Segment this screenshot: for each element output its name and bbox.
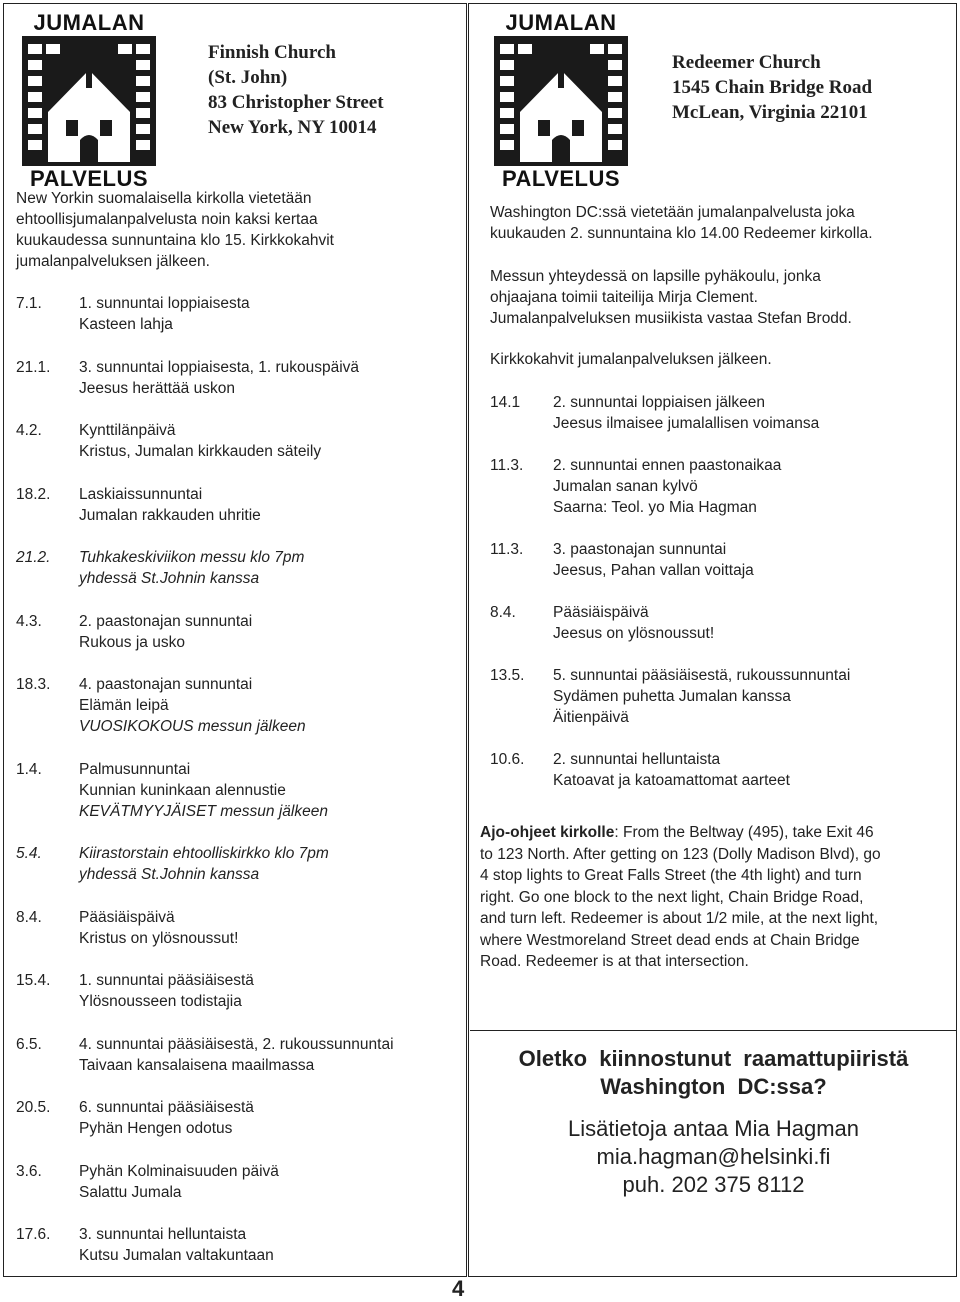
driving-directions: [480, 822, 881, 973]
schedule-line: yhdessä St.Johnin kanssa: [79, 570, 260, 587]
finnish-church-intro: [16, 188, 334, 272]
schedule-text: [79, 1034, 394, 1076]
schedule-line: Pyhän Kolminaisuuden päivä: [79, 1162, 279, 1180]
intro-line: Jumalanpalveluksen musiikista vastaa Stefan Brodd.: [490, 310, 852, 327]
schedule-date: 10.6.: [490, 751, 525, 768]
schedule-line: 4. sunnuntai pääsiäisestä, 2. rukoussunnuntai: [79, 1035, 394, 1053]
schedule-date: 11.3.: [490, 541, 524, 558]
study-question: Oletko kiinnostunut raamattupiiristä: [518, 1046, 909, 1071]
schedule-line: Kasteen lahja: [79, 316, 173, 333]
schedule-date: 4.2.: [16, 422, 42, 439]
intro-line: New Yorkin suomalaisella kirkolla vietetään: [16, 190, 312, 207]
church-city: New York, NY 10014: [208, 117, 377, 138]
schedule-line: Kiirastorstain ehtoolliskirkko klo 7pm: [79, 845, 329, 862]
schedule-text: [553, 455, 781, 518]
schedule-text: [553, 392, 819, 434]
schedule-text: [79, 1097, 254, 1139]
schedule-line: Jeesus herättää uskon: [79, 379, 235, 397]
church-parish: (St. John): [208, 67, 288, 88]
schedule-line: Kunnian kuninkaan alennustie: [79, 781, 286, 799]
church-city: McLean, Virginia 22101: [672, 102, 868, 123]
schedule-line: Kutsu Jumalan valtakuntaan: [79, 1247, 274, 1264]
schedule-text: [553, 665, 850, 728]
schedule-line: Jumalan sanan kylvö: [553, 478, 698, 495]
schedule-text: [79, 970, 254, 1012]
schedule-text: [553, 539, 754, 581]
schedule-date: 11.3.: [490, 457, 524, 474]
schedule-date: 4.3.: [16, 612, 42, 630]
intro-line: jumalanpalveluksen jälkeen.: [16, 253, 210, 270]
schedule-line: 2. sunnuntai ennen paastonaikaa: [553, 457, 782, 474]
schedule-text: [79, 611, 252, 653]
schedule-line: 2. paastonajan sunnuntai: [79, 612, 253, 630]
schedule-line: Pääsiäispäivä: [79, 908, 175, 926]
church-icon: [494, 36, 628, 166]
logo-bottom-text: PALVELUS: [29, 166, 149, 191]
intro-line: Washington DC:ssä vietetään jumalanpalvelusta joka: [490, 204, 855, 221]
directions-line: 4 stop lights to Great Falls Street (the 4th light) and turn: [480, 867, 862, 884]
schedule-text: [79, 907, 238, 949]
schedule-line: Kristus, Jumalan kirkkauden säteily: [79, 443, 322, 460]
section-divider: [470, 1030, 957, 1031]
schedule-line: Laskiaissunnuntai: [79, 485, 203, 503]
page-number: 4: [452, 1276, 465, 1301]
directions-line: right. Go one block to the next light, Chain Bridge Road,: [480, 888, 864, 906]
schedule-line: Tuhkakeskiviikon messu klo 7pm: [79, 549, 305, 566]
intro-line: ehtoollisjumalanpalvelusta noin kaksi kertaa: [16, 211, 318, 228]
schedule-line: 1. sunnuntai loppiaisesta: [79, 295, 250, 312]
intro-line: ohjaajana toimii taiteilija Mirja Clement.: [490, 289, 758, 306]
schedule-line: Palmusunnuntai: [79, 760, 191, 778]
schedule-date: 18.3.: [16, 676, 51, 693]
church-icon: [22, 36, 156, 166]
bible-study-notice: [470, 1045, 957, 1199]
schedule-line: 5. sunnuntai pääsiäisestä, rukoussunnuntai: [553, 667, 851, 684]
logo-top-text: JUMALAN: [505, 10, 617, 35]
schedule-line: 1. sunnuntai pääsiäisestä: [79, 972, 254, 989]
intro-line: kuukauden 2. sunnuntaina klo 14.00 Redeemer kirkolla.: [490, 225, 873, 242]
schedule-text: [79, 1224, 274, 1266]
schedule-text: [79, 547, 304, 589]
schedule-line: 2. sunnuntai helluntaista: [553, 751, 721, 768]
schedule-text: [79, 1161, 279, 1203]
schedule-text: [79, 759, 328, 822]
schedule-date: 3.6.: [16, 1162, 42, 1180]
schedule-line: Jumalan rakkauden uhritie: [79, 506, 261, 524]
schedule-line: yhdessä St.Johnin kanssa: [79, 866, 260, 883]
directions-line: and turn left. Redeemer is about 1/2 mile, at the next light,: [480, 910, 879, 927]
study-question: Washington DC:ssa?: [600, 1074, 827, 1099]
schedule-line: Salattu Jumala: [79, 1183, 182, 1201]
logo-bottom-text: PALVELUS: [501, 166, 621, 191]
schedule-text: [79, 293, 250, 335]
church-street: 1545 Chain Bridge Road: [672, 77, 873, 98]
schedule-date: 21.1.: [16, 358, 51, 376]
schedule-line: Sydämen puhetta Jumalan kanssa: [553, 688, 791, 705]
schedule-text: [79, 484, 261, 526]
finnish-church-address: [208, 40, 384, 140]
schedule-line: VUOSIKOKOUS messun jälkeen: [79, 718, 306, 735]
schedule-line: 2. sunnuntai loppiaisen jälkeen: [553, 394, 765, 411]
schedule-line: Jeesus ilmaisee jumalallisen voimansa: [553, 415, 820, 432]
schedule-line: 3. sunnuntai helluntaista: [79, 1226, 247, 1243]
schedule-text: [553, 602, 714, 644]
schedule-line: Ylösnousseen todistajia: [79, 993, 242, 1010]
study-contact-phone: puh. 202 375 8112: [622, 1172, 805, 1197]
schedule-line: Saarna: Teol. yo Mia Hagman: [553, 499, 757, 516]
schedule-line: Kynttilänpäivä: [79, 422, 176, 439]
schedule-line: Pääsiäispäivä: [553, 604, 649, 621]
schedule-line: Taivaan kansalaisena maailmassa: [79, 1056, 315, 1074]
schedule-date: 17.6.: [16, 1226, 51, 1243]
schedule-line: Pyhän Hengen odotus: [79, 1120, 233, 1137]
church-name: Redeemer Church: [672, 52, 821, 73]
redeemer-intro: [490, 202, 873, 370]
schedule-text: [79, 674, 306, 737]
schedule-line: Jeesus on ylösnoussut!: [553, 625, 715, 642]
schedule-date: 1.4.: [16, 760, 42, 778]
schedule-date: 14.1: [490, 394, 521, 411]
logo-top-text: JUMALAN: [33, 10, 145, 35]
schedule-text: [79, 357, 359, 399]
directions-line: : From the Beltway (495), take Exit 46: [614, 824, 874, 841]
schedule-line: Elämän leipä: [79, 697, 169, 714]
study-contact-name: Lisätietoja antaa Mia Hagman: [567, 1116, 860, 1141]
intro-line: Kirkkokahvit jumalanpalveluksen jälkeen.: [490, 351, 772, 368]
study-contact-email[interactable]: mia.hagman@helsinki.fi: [596, 1144, 831, 1169]
schedule-date: 7.1.: [16, 295, 42, 312]
jumalan-palvelus-logo-right: [486, 10, 636, 190]
schedule-line: Kristus on ylösnoussut!: [79, 929, 239, 947]
schedule-date: 8.4.: [490, 604, 516, 621]
schedule-date: 8.4.: [16, 908, 42, 926]
schedule-text: [553, 749, 790, 791]
church-name: Finnish Church: [208, 42, 336, 63]
schedule-date: 13.5.: [490, 667, 525, 684]
schedule-line: Rukous ja usko: [79, 633, 185, 651]
schedule-line: Katoavat ja katoamattomat aarteet: [553, 772, 790, 789]
schedule-date: 5.4.: [16, 845, 42, 862]
schedule-text: [79, 420, 321, 462]
schedule-date: 21.2.: [16, 549, 51, 566]
redeemer-church-address: [672, 50, 872, 125]
schedule-line: 3. sunnuntai loppiaisesta, 1. rukouspäivä: [79, 358, 360, 376]
schedule-date: 6.5.: [16, 1035, 42, 1053]
directions-line: to 123 North. After getting on 123 (Dolly Madison Blvd), go: [480, 845, 881, 863]
schedule-line: Äitienpäivä: [553, 709, 629, 726]
schedule-text: [79, 843, 329, 885]
schedule-line: KEVÄTMYYJÄISET messun jälkeen: [79, 802, 328, 820]
intro-line: kuukaudessa sunnuntaina klo 15. Kirkkokahvit: [16, 232, 334, 249]
directions-line: Road. Redeemer is at that intersection.: [480, 953, 749, 970]
schedule-line: Jeesus, Pahan vallan voittaja: [553, 562, 754, 579]
intro-line: Messun yhteydessä on lapsille pyhäkoulu, jonka: [490, 268, 821, 285]
schedule-date: 15.4.: [16, 972, 51, 989]
jumalan-palvelus-logo-left: [14, 10, 164, 190]
schedule-line: 6. sunnuntai pääsiäisestä: [79, 1099, 254, 1116]
schedule-line: 3. paastonajan sunnuntai: [553, 541, 727, 558]
schedule-date: 18.2.: [16, 485, 51, 503]
schedule-date: 20.5.: [16, 1099, 51, 1116]
directions-label: Ajo-ohjeet kirkolle: [480, 824, 615, 841]
directions-line: where Westmoreland Street dead ends at Chain Bridge: [480, 931, 860, 949]
church-street: 83 Christopher Street: [208, 92, 384, 113]
schedule-line: 4. paastonajan sunnuntai: [79, 676, 253, 693]
